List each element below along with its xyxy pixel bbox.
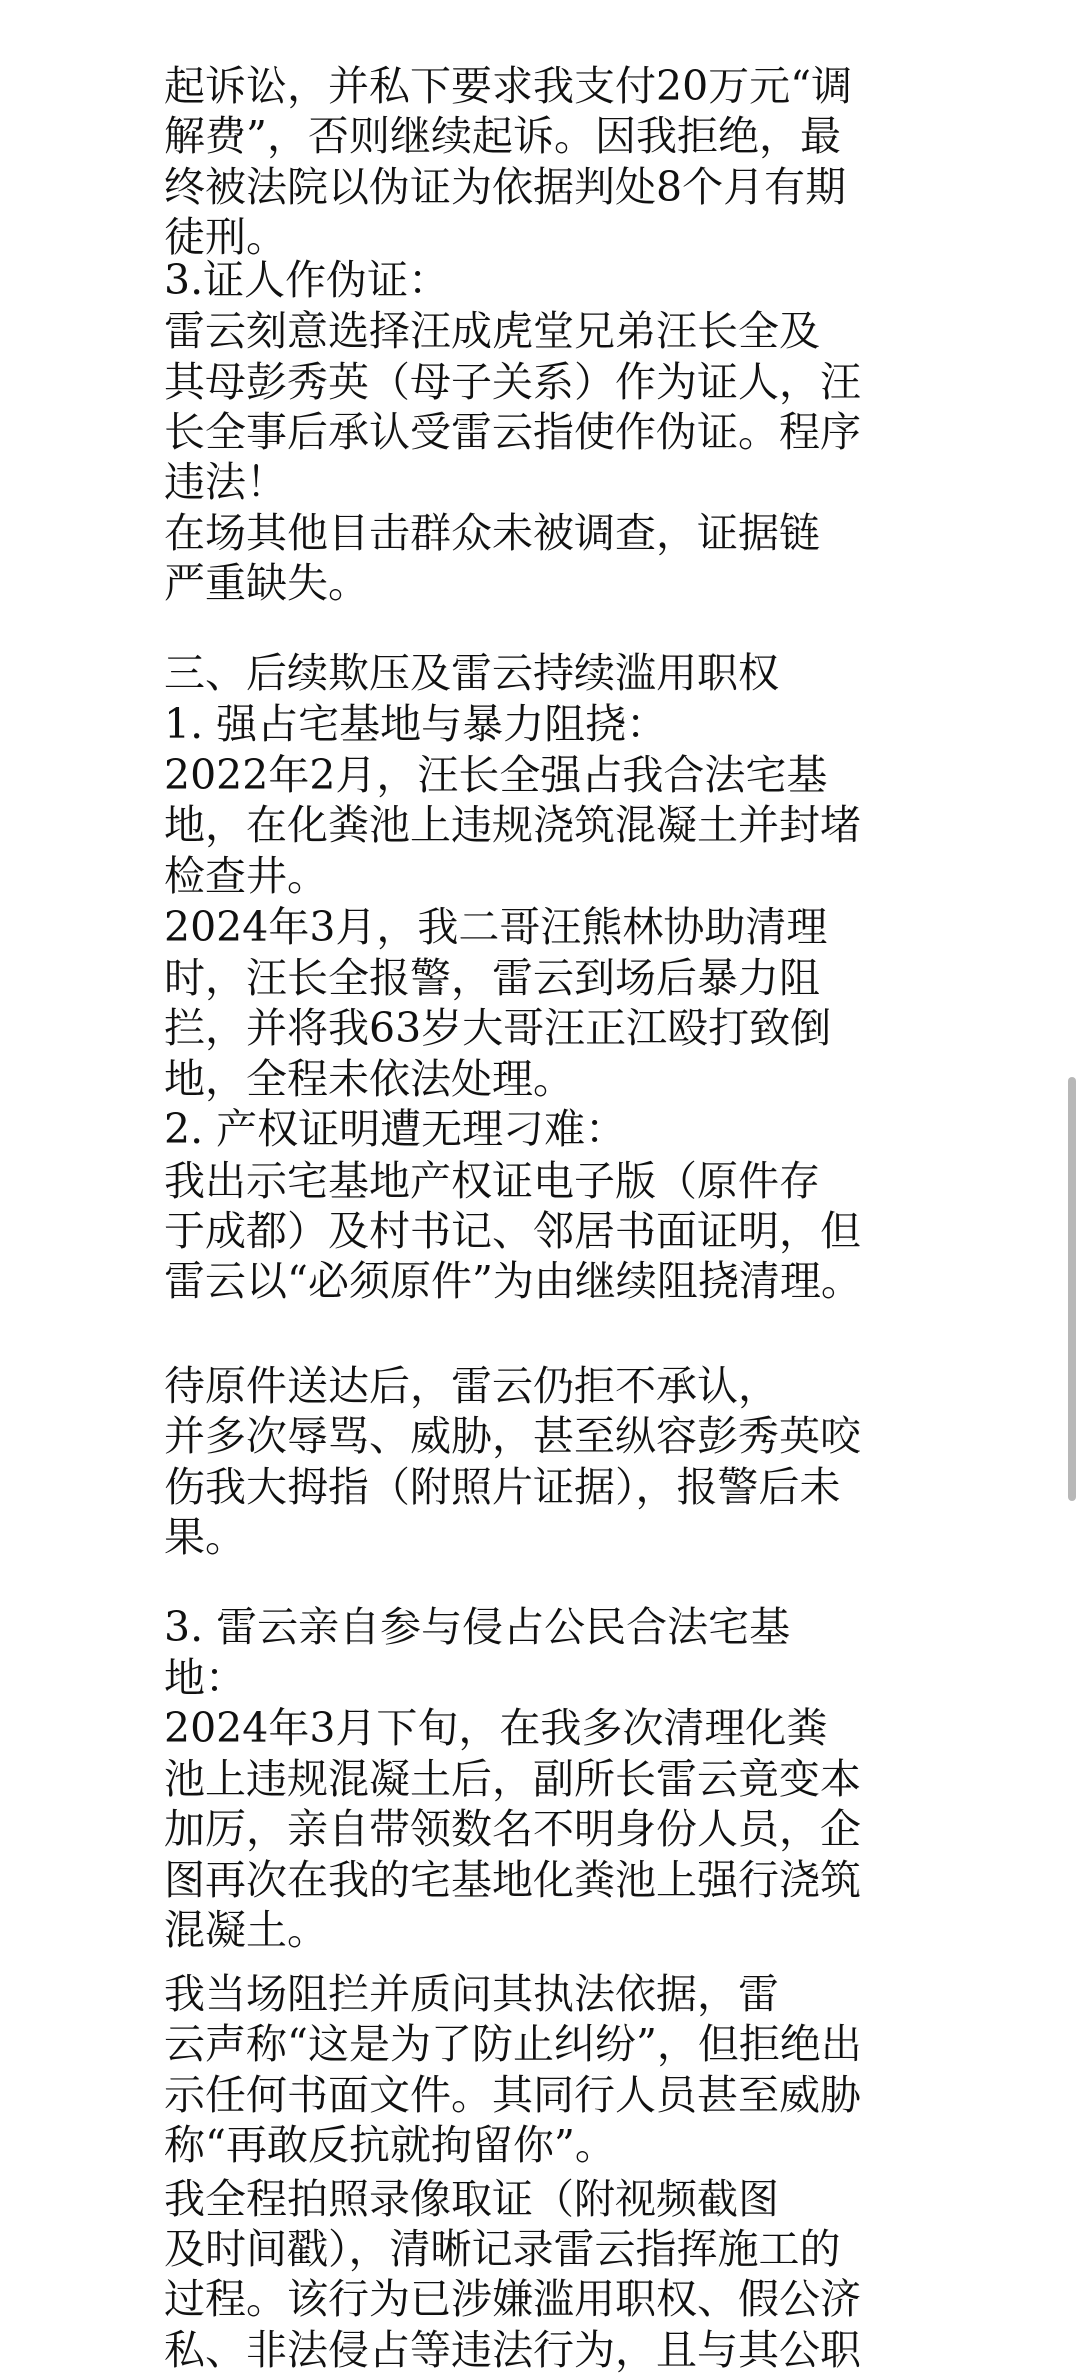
text-line: 雷云以“必须原件”为由继续阻挠清理。 [164, 1257, 862, 1305]
section-heading: 2. 产权证明遭无理刁难： [164, 1105, 627, 1153]
text-line: 拦，并将我63岁大哥汪正江殴打致倒 [164, 1004, 832, 1052]
text-line: 于成都）及村书记、邻居书面证明，但 [164, 1207, 861, 1255]
text-line: 并多次辱骂、威胁，甚至纵容彭秀英咬 [164, 1412, 861, 1460]
text-line: 长全事后承认受雷云指使作伪证。程序 [164, 408, 861, 456]
text-line: 我全程拍照录像取证（附视频截图 [164, 2175, 779, 2223]
text-line: 私、非法侵占等违法行为，且与其公职 [164, 2326, 861, 2374]
text-line: 其母彭秀英（母子关系）作为证人，汪 [164, 358, 861, 406]
text-line: 称“再敢反抗就拘留你”。 [164, 2121, 616, 2169]
text-line: 在场其他目击群众未被调查，证据链 [164, 509, 820, 557]
text-line: 伤我大拇指（附照片证据），报警后未 [164, 1463, 841, 1511]
text-line: 起诉讼，并私下要求我支付20万元“调 [164, 62, 853, 110]
section-heading: 三、后续欺压及雷云持续滥用职权 [164, 649, 779, 697]
text-line: 待原件送达后，雷云仍拒不承认， [164, 1362, 779, 1410]
text-line: 雷云刻意选择汪成虎堂兄弟汪长全及 [164, 307, 820, 355]
section-heading: 3.证人作伪证： [164, 256, 450, 304]
text-line: 加厉，亲自带领数名不明身份人员，企 [164, 1805, 861, 1853]
text-line: 我当场阻拦并质问其执法依据，雷 [164, 1970, 779, 2018]
text-line: 图再次在我的宅基地化粪池上强行浇筑 [164, 1856, 861, 1904]
text-line: 检查井。 [164, 852, 328, 900]
scrollbar-thumb[interactable] [1068, 1077, 1076, 1501]
section-heading: 1. 强占宅基地与暴力阻挠： [164, 700, 668, 748]
text-line: 果。 [164, 1513, 246, 1561]
text-line: 徒刑。 [164, 213, 287, 261]
text-line: 混凝土。 [164, 1906, 328, 1954]
text-line: 地，全程未依法处理。 [164, 1055, 574, 1103]
text-line: 时，汪长全报警，雷云到场后暴力阻 [164, 954, 820, 1002]
text-line: 地，在化粪池上违规浇筑混凝土并封堵 [164, 801, 861, 849]
text-line: 2024年3月，我二哥汪熊林协助清理 [164, 903, 828, 951]
text-line: 及时间戳），清晰记录雷云指挥施工的 [164, 2225, 841, 2273]
text-line: 云声称“这是为了防止纠纷”，但拒绝出 [164, 2020, 862, 2068]
text-line: 2022年2月，汪长全强占我合法宅基 [164, 751, 828, 799]
text-line: 终被法院以伪证为依据判处8个月有期 [164, 163, 847, 211]
text-line: 池上违规混凝土后，副所长雷云竟变本 [164, 1755, 861, 1803]
section-heading: 地： [164, 1654, 246, 1702]
text-line: 示任何书面文件。其同行人员甚至威胁 [164, 2071, 861, 2119]
text-line: 我出示宅基地产权证电子版（原件存 [164, 1157, 820, 1205]
text-line: 严重缺失。 [164, 559, 369, 607]
text-line: 2024年3月下旬，在我多次清理化粪 [164, 1704, 828, 1752]
text-line: 过程。该行为已涉嫌滥用职权、假公济 [164, 2275, 861, 2323]
text-line: 解费”，否则继续起诉。因我拒绝，最 [164, 112, 841, 160]
text-line: 违法！ [164, 458, 287, 506]
section-heading: 3. 雷云亲自参与侵占公民合法宅基 [164, 1603, 791, 1651]
